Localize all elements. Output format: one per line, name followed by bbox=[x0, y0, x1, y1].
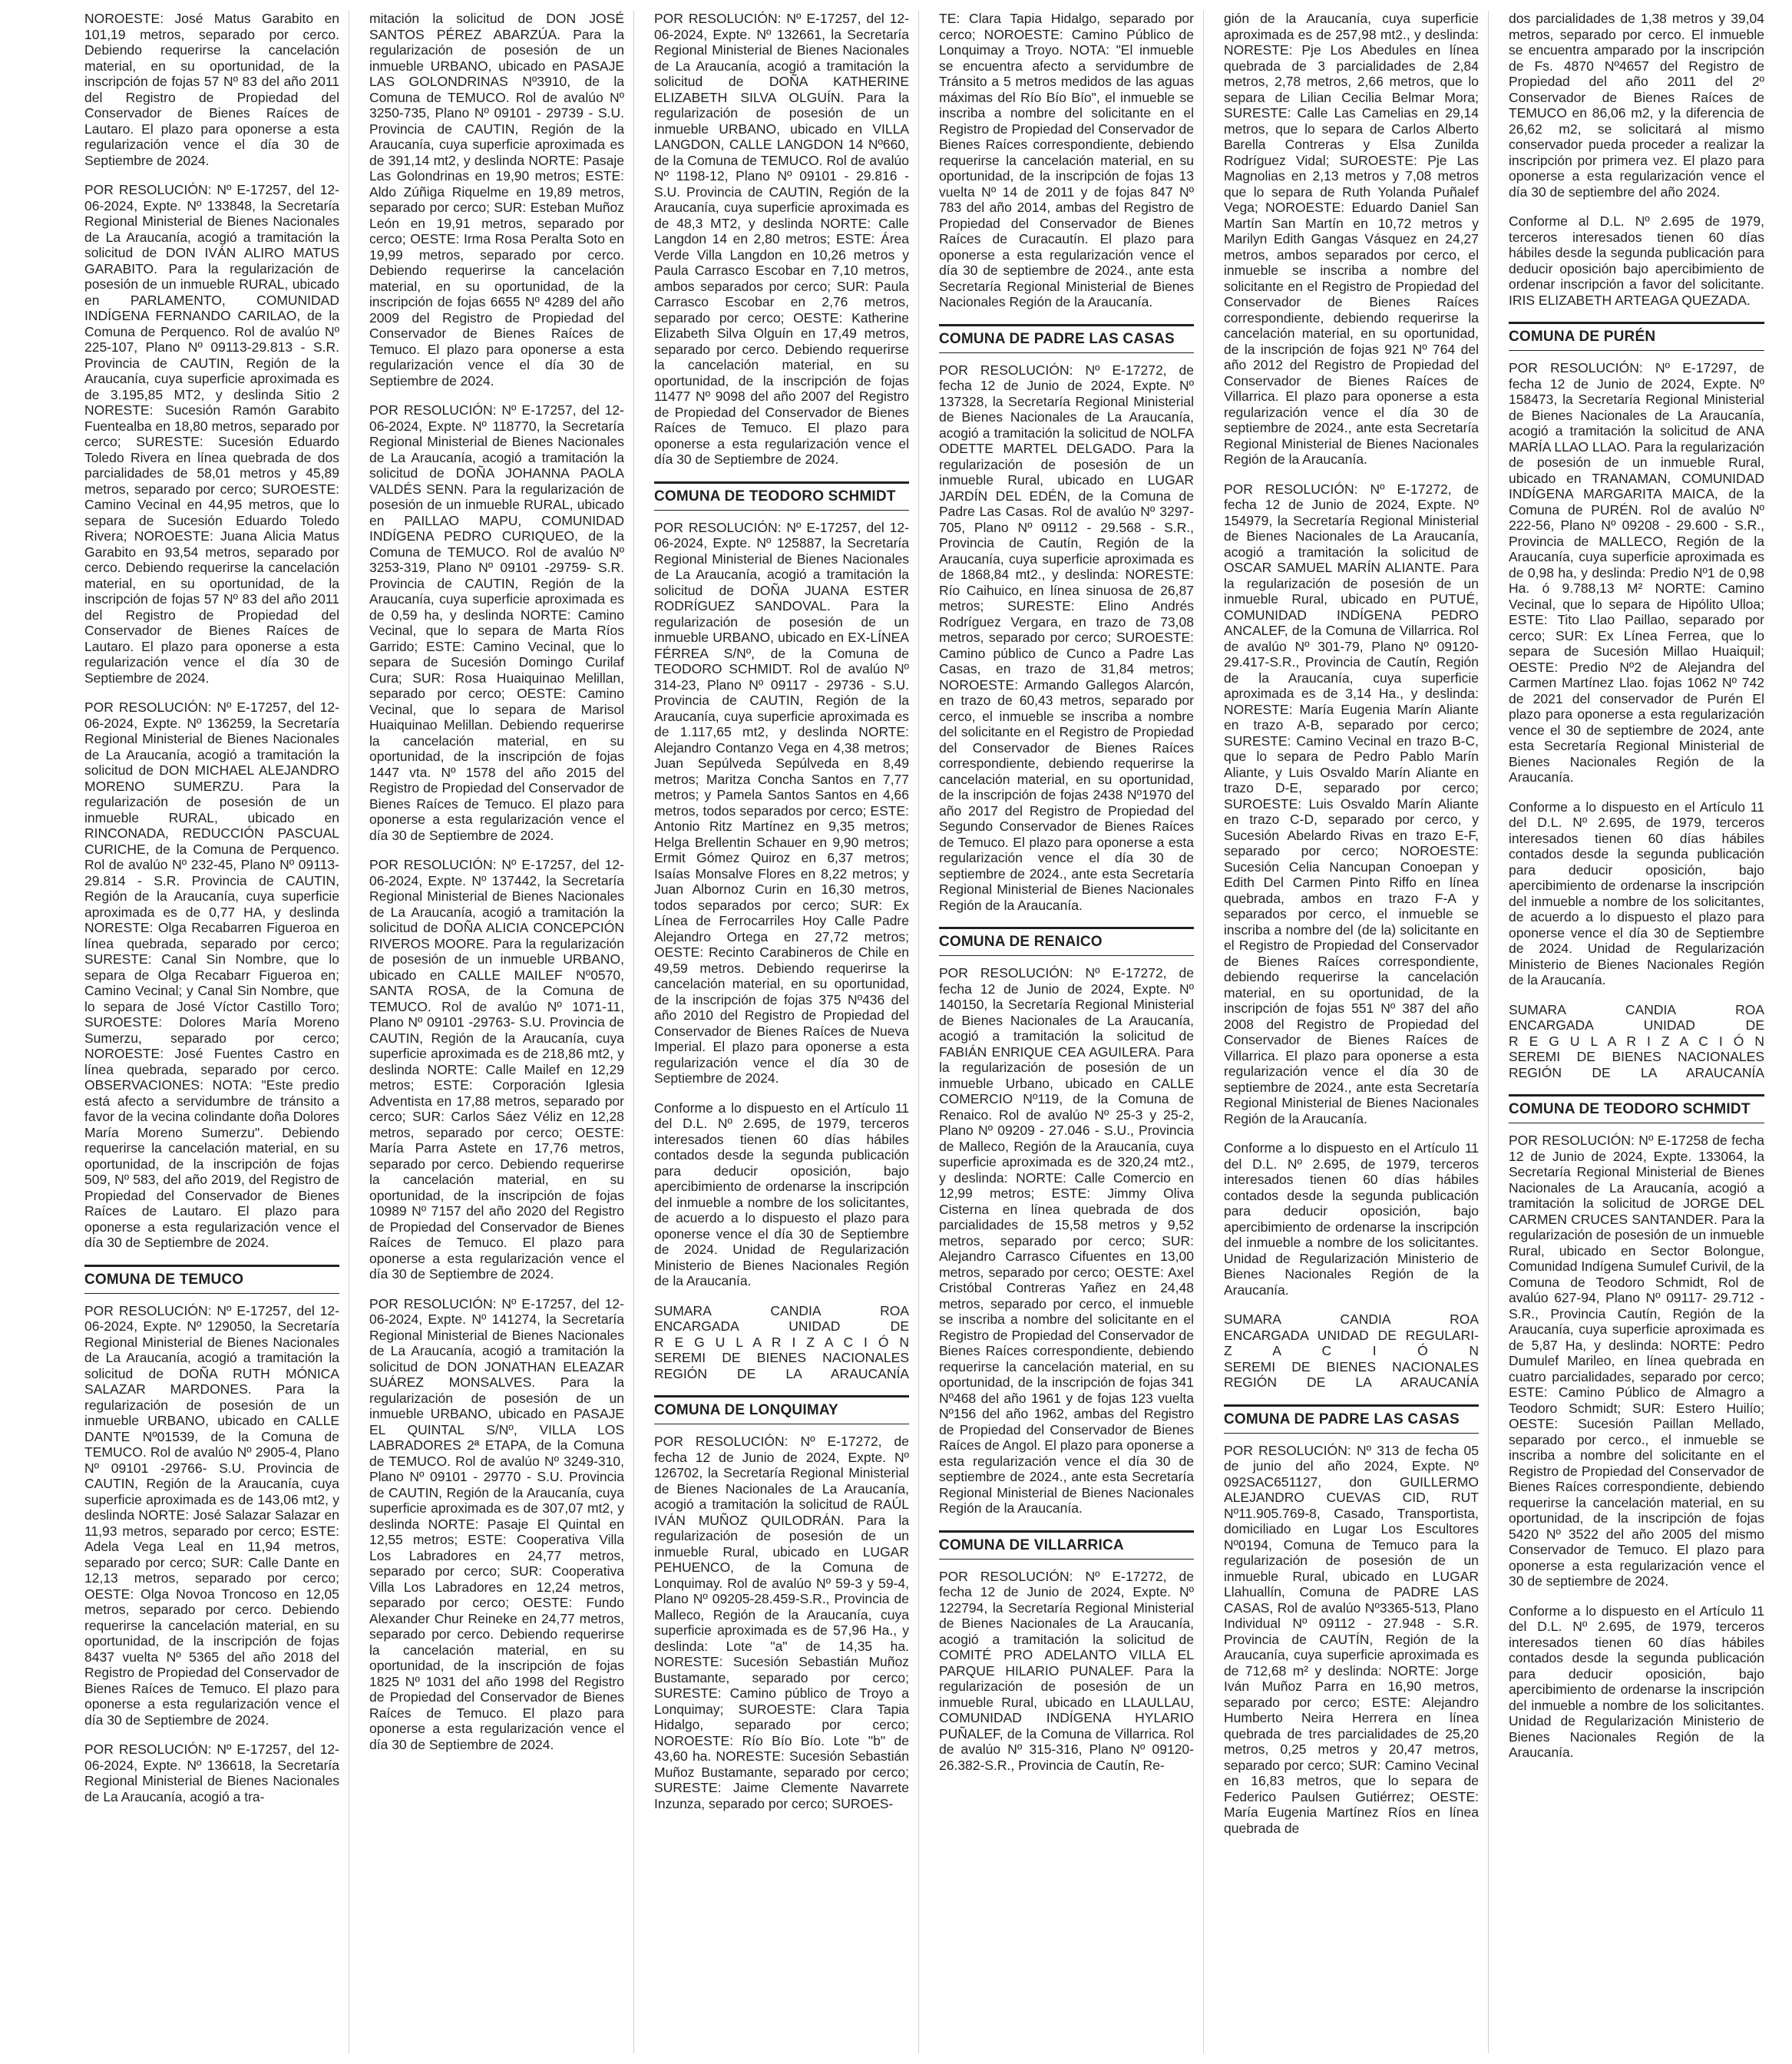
text-column-3 bbox=[654, 11, 919, 2053]
text-column-6 bbox=[1509, 11, 1774, 2053]
signature-line: REGIÓN DE LA ARAUCANÍA bbox=[1224, 1374, 1479, 1390]
legal-notice: gión de la Araucanía, cuya superficie aproximada es de 257,98 mt2., y deslinda: NORESTE: Pje Los Abedules en línea quebrada de 3 parcialidades de 2,84 metros, 2,78 metros, 2,66 metros, que lo separa de Lilian Cecilia Belmar Mora; SURESTE: Calle Las Camelias en 29,14 metros, que lo separa de Carlos Alberto Barella Contreras y Elsa Zunilda Rodríguez Vidal; SUROESTE: Pje Las Magnolias en 2,13 metros y 7,08 metros que lo separa de Ruth Yolanda Puñalef Vega; NOROESTE: Eduardo Daniel San Martín San Martín en 10,72 metros y Marilyn Edith Gangas Vásquez en 24,27 metros, ambos separados por cerco, el inmueble se inscriba a nombre del solicitante en el Registro de Propiedad del Conservador de Bienes Raíces correspondiente, debiendo requerirse la cancelación material, en su oportunidad, de la inscripción de fojas 921 Nº 764 del año 2012 del Registro de Propiedad del Conservador de Bienes Raíces de Villarrica. El plazo para oponerse a esta regularización vence el día 30 de septiembre de 2024., ante esta Secretaría Regional Ministerial de Bienes Nacionales Región de la Araucanía. bbox=[1224, 11, 1479, 467]
signature-line: ENCARGADA UNIDAD DE bbox=[654, 1318, 909, 1334]
column-grid bbox=[84, 11, 1774, 2053]
legal-notice: POR RESOLUCIÓN: Nº E-17272, de fecha 12 de Junio de 2024, Expte. Nº 122794, la Secretaría Regional Ministerial de Bienes Nacionales de La Araucanía, acogió a tramitación la solicitud de COMITÉ PRO ADELANTO VILLA EL PARQUE HILARIO PUNALEF. Para la regularización de posesión de un inmueble Rural, ubicado en LLAULLAU, COMUNIDAD INDÍGENA HYLARIO PUÑALEF, de la Comuna de Villarrica. Rol de avalúo Nº 315-316, Plano Nº 09120-26.382-S.R., Provincia de Cautín, Re- bbox=[939, 1568, 1194, 1773]
legal-notice: POR RESOLUCIÓN: Nº E-17272, de fecha 12 de Junio de 2024, Expte. Nº 126702, la Secretaría Regional Ministerial de Bienes Nacionales de La Araucanía, acogió a tramitación la solicitud de RAÚL IVÁN MUÑOZ QUILODRÁN. Para la regularización de posesión de un inmueble Rural, ubicado en LUGAR PEHUENCO, de la Comuna de Lonquimay. Rol de avalúo Nº 59-3 y 59-4, Plano Nº 09205-28.459-S.R., Provincia de Malleco, Región de la Araucanía, cuya superficie aproximada es de 57,96 Ha., y deslinda: Lote "a" de 14,35 ha. NORESTE: Sucesión Sebastián Muñoz Bustamante, separado por cerco; SURESTE: Camino público de Troyo a Lonquimay; SUROESTE: Clara Tapia Hidalgo, separado por cerco; NOROESTE: Río Bío Bío. Lote "b" de 43,60 ha. NORESTE: Sucesión Sebastián Muñoz Bustamante, separado por cerco; SURESTE: Jaime Clemente Navarrete Inzunza, separado por cerco; SUROES- bbox=[654, 1434, 909, 1811]
signature-line: REGIÓN DE LA ARAUCANÍA bbox=[654, 1365, 909, 1381]
signature-line: SEREMI DE BIENES NACIONALES bbox=[654, 1350, 909, 1365]
legal-notice: POR RESOLUCIÓN: Nº E-17257, del 12-06-2024, Expte. Nº 141274, la Secretaría Regional Ministerial de Bienes Nacionales de La Araucanía, acogió a tramitación la solicitud de DON JONATHAN ELEAZAR SUÁREZ MONSALVES. Para la regularización de posesión de un inmueble URBANO, ubicado en PASAJE EL QUINTAL S/Nº, VILLA LOS LABRADORES 2ª ETAPA, de la Comuna de TEMUCO. Rol de avalúo Nº 3249-310, Plano Nº 09101 - 29770 - S.U. Provincia de CAUTIN, Región de la Araucanía, cuya superficie aproximada es de 307,07 mt2, y deslinda NORTE: Pasaje El Quintal en 12,55 metros; ESTE: Cooperativa Villa Los Labradores en 24,77 metros, separado por cerco; SUR: Cooperativa Villa Los Labradores en 12,24 metros, separado por cerco; OESTE: Fundo Alexander Chur Reineke en 24,77 metros, separado por cerco. Debiendo requerirse la cancelación material, en su oportunidad, de la inscripción de fojas 1825 Nº 1031 del año 1998 del Registro de Propiedad del Conservador de Bienes Raíces de Temuco. El plazo para oponerse a esta regularización vence el día 30 de Septiembre de 2024. bbox=[369, 1295, 624, 1752]
legal-notice: POR RESOLUCIÓN: Nº E-17257, del 12-06-2024, Expte. Nº 129050, la Secretaría Regional Ministerial de Bienes Nacionales de La Araucanía, acogió a tramitación la solicitud de DOÑA RUTH MÓNICA SALAZAR MARDONES. Para la regularización de posesión de un inmueble URBANO, ubicado en CALLE DANTE Nº01539, de la Comuna de TEMUCO. Rol de avalúo Nº 2905-4, Plano Nº 09101 -29766- S.U. Provincia de CAUTIN, Región de la Araucanía, cuya superficie aproximada es de 143,06 mt2, y deslinda NORTE: José Salazar Salazar en 11,93 metros, separado por cerco; ESTE: Adela Vega Leal en 11,94 metros, separado por cerco; SUR: Calle Dante en 12,13 metros, separado por cerco; OESTE: Olga Novoa Troncoso en 12,05 metros, separado por cerco. Debiendo requerirse la cancelación material, en su oportunidad, de la inscripción de fojas 8437 vuelta Nº 5365 del año 2018 del Registro de Propiedad del Conservador de Bienes Raíces de Temuco. El plazo para oponerse a esta regularización vence el día 30 de Septiembre de 2024. bbox=[84, 1302, 339, 1728]
legal-notice: TE: Clara Tapia Hidalgo, separado por cerco; NOROESTE: Camino Público de Lonquimay a Troyo. NOTA: "El inmueble se encuentra afecto a servidumbre de Tránsito a 5 metros medidos de las aguas máximas del Río Bío Bío", el inmueble se inscriba a nombre del solicitante en el Registro de Propiedad del Conservador de Bienes Raíces correspondiente, debiendo requerirse la cancelación material, en su oportunidad, de la inscripción de fojas 13 vuelta Nº 14 de 2011 y de fojas 847 Nº 783 del año 2014, ambas del Registro de Propiedad del Conservador de Bienes Raíces de Curacautín. El plazo para oponerse a esta regularización vence el día 30 de septiembre de 2024., ante esta Secretaría Regional Ministerial de Bienes Nacionales Región de la Araucanía. bbox=[939, 11, 1194, 309]
legal-notice: POR RESOLUCIÓN: Nº E-17258 de fecha 12 de Junio de 2024, Expte. 133064, la Secretaría Regional Ministerial de Bienes Nacionales de La Araucanía, acogió a tramitación la solicitud de JORGE DEL CARMEN CRUCES SANTANDER. Para la regularización de posesión de un inmueble Rural, ubicado en Sector Bolongue, Comunidad Indígena Sumulef Curivil, de la Comuna de Teodoro Schmidt, Rol de avalúo 627-94, Plano Nº 09117- 29.712 - S.R., Provincia Cautín, Región de la Araucanía, cuya superficie aproximada es de 5,87 Ha, y deslinda: NORTE: Pedro Dumulef Marileo, en línea quebrada en cuatro parcialidades, separado por cerco; ESTE: Camino Público de Almagro a Teodoro Schmidt; SUR: Estero Huilío; OESTE: Sucesión Paillan Mellado, separado por cerco., el inmueble se inscriba a nombre del solicitante en el Registro de Propiedad del Conservador de Bienes Raíces correspondiente, debiendo requerirse la cancelación material, en su oportunidad, de la inscripción de fojas 5420 Nº 3522 del año 2005 del mismo Conservador de Temuco. El plazo para oponerse a esta regularización vence el 30 de septiembre de 2024. bbox=[1509, 1133, 1764, 1589]
section-heading: COMUNA DE PURÉN bbox=[1509, 322, 1764, 351]
legal-notice: POR RESOLUCIÓN: Nº E-17257, del 12-06-2024, Expte. Nº 136618, la Secretaría Regional Ministerial de Bienes Nacionales de La Araucanía, acogió a tra- bbox=[84, 1742, 339, 1804]
legal-notice: Conforme a lo dispuesto en el Artículo 11 del D.L. Nº 2.695, de 1979, terceros interesados tienen 60 días hábiles contados desde la segunda publicación para deducir oposición, bajo apercibimiento de ordenarse la inscripción del inmueble a nombre de los solicitantes, de acuerdo a lo dispuesto el plazo para oponerse vence el día 30 de Septiembre de 2024. Unidad de Regularización Ministerio de Bienes Nacionales Región de la Araucanía. bbox=[1509, 799, 1764, 987]
section-heading: COMUNA DE TEODORO SCHMIDT bbox=[1509, 1094, 1764, 1123]
text-column-1 bbox=[84, 11, 349, 2053]
text-column-4 bbox=[939, 11, 1204, 2053]
text-column-2 bbox=[369, 11, 634, 2053]
legal-notice: POR RESOLUCIÓN: Nº E-17257, del 12-06-2024, Expte. Nº 118770, la Secretaría Regional Ministerial de Bienes Nacionales de La Araucanía, acogió a tramitación la solicitud de DOÑA JOHANNA PAOLA VALDÉS SENN. Para la regularización de posesión de un inmueble RURAL, ubicado en PAILLAO MAPU, COMUNIDAD INDÍGENA PEDRO CURIQUEO, de la Comuna de TEMUCO. Rol de avalúo Nº 3253-319, Plano Nº 09101 -29759- S.R. Provincia de CAUTIN, Región de la Araucanía, cuya superficie aproximada es de 0,59 ha, y deslinda NORTE: Camino Vecinal, que lo separa de Marta Ríos Garrido; ESTE: Camino Vecinal, que lo separa de Sucesión Domingo Curilaf Cura; SUR: Rosa Huaiquinao Melillan, separado por cerco; OESTE: Camino Vecinal, que lo separa de Marisol Huaiquinao Melillan. Debiendo requerirse la cancelación material, en su oportunidad, de la inscripción de fojas 1447 vta. Nº 1578 del año 2015 del Registro de Propiedad del Conservador de Bienes Raíces de Temuco. El plazo para oponerse a esta regularización vence el día 30 de Septiembre de 2024. bbox=[369, 402, 624, 843]
legal-notice: Conforme al D.L. Nº 2.695 de 1979, terceros interesados tienen 60 días hábiles desde la segunda publicación para deducir oposición bajo apercibimiento de ordenar inscripción a favor del solicitante. IRIS ELIZABETH ARTEAGA QUEZADA. bbox=[1509, 213, 1764, 308]
legal-notice: POR RESOLUCIÓN: Nº E-17257, del 12-06-2024, Expte. Nº 136259, la Secretaría Regional Ministerial de Bienes Nacionales de La Araucanía, acogió a tramitación la solicitud de DON MICHAEL ALEJANDRO MORENO SUMERZU. Para la regularización de posesión de un inmueble RURAL, ubicado en RINCONADA, REDUCCIÓN PASCUAL CURICHE, de la Comuna de Perquenco. Rol de avalúo Nº 232-45, Plano Nº 09113-29.814 - S.R. Provincia de CAUTIN, Región de la Araucanía, cuya superficie aproximada es de 0,77 HA, y deslinda NORESTE: Olga Recabarren Figueroa en línea quebrada, separado por cerco; SURESTE: Canal Sin Nombre, que lo separa de Olga Recabarr Figueroa en; Camino Vecinal; y Canal Sin Nombre, que lo separa de José Víctor Castillo Toro; SUROESTE: Dolores María Moreno Sumerzu, separado por cerco; NOROESTE: José Fuentes Castro en línea quebrada, separado por cerco. OBSERVACIONES: NOTA: "Este predio está afecto a servidumbre de tránsito a favor de la vecina colindante doña Dolores María Moreno Sumerzu". Debiendo requerirse la cancelación material, en su oportunidad, de la inscripción de fojas 509, Nº 583, del año 2019, del Registro de Propiedad del Conservador de Bienes Raíces de Lautaro. El plazo para oponerse a esta regularización vence el día 30 de Septiembre de 2024. bbox=[84, 700, 339, 1250]
legal-notice: Conforme a lo dispuesto en el Artículo 11 del D.L. Nº 2.695, de 1979, terceros interesados tienen 60 días hábiles contados desde la segunda publicación para deducir oposición, bajo apercibimiento de ordenarse la inscripción del inmueble a nombre de los solicitantes. Unidad de Regularización Ministerio de Bienes Nacionales Región de la Araucanía. bbox=[1224, 1140, 1479, 1298]
text-column-5 bbox=[1224, 11, 1489, 2053]
legal-notice: mitación la solicitud de DON JOSÉ SANTOS PÉREZ ABARZÚA. Para la regularización de posesión de un inmueble URBANO, ubicado en PASAJE LAS GOLONDRINAS Nº3910, de la Comuna de TEMUCO. Rol de avalúo Nº 3250-735, Plano Nº 09101 - 29739 - S.U. Provincia de CAUTIN, Región de la Araucanía, cuya superficie aproximada es de 391,14 mt2, y deslinda NORTE: Pasaje Las Golondrinas en 19,90 metros; ESTE: Aldo Zúñiga Riquelme en 19,89 metros, separado por cerco; SUR: Esteban Muñoz León en 19,91 metros, separado por cerco; OESTE: Irma Rosa Peralta Soto en 19,99 metros, separado por cerco. Debiendo requerirse la cancelación material, en su oportunidad, de la inscripción de fojas 6655 Nº 4289 del año 2009 del Registro de Propiedad del Conservador de Bienes Raíces de Temuco. El plazo para oponerse a esta regularización vence el día 30 de Septiembre de 2024. bbox=[369, 11, 624, 389]
legal-notice: POR RESOLUCIÓN: Nº E-17272, de fecha 12 de Junio de 2024, Expte. Nº 137328, la Secretaría Regional Ministerial de Bienes Nacionales de La Araucanía, acogió a tramitación la solicitud de NOLFA ODETTE MARTEL DELGADO. Para la regularización de posesión de un inmueble Rural, ubicado en LUGAR JARDÍN DEL EDÉN, de la Comuna de Padre Las Casas. Rol de avalúo Nº 3297-705, Plano Nº 09112 - 29.568 - S.R., Provincia de Cautín, Región de la Araucanía, cuya superficie aproximada es de 1868,84 mt2., y deslinda: NORESTE: Río Caihuico, en línea sinuosa de 26,87 metros; SURESTE: Elino Andrés Rodríguez Vergara, en trazo de 73,08 metros, separado por cerco; SUROESTE: Camino público de Cunco a Padre Las Casas, en trazo de 31,84 metros; NOROESTE: Armando Gallegos Alarcón, en trazo de 60,43 metros, separado por cerco, el inmueble se inscriba a nombre del solicitante en el Registro de Propiedad del Conservador de Bienes Raíces correspondiente, debiendo requerirse la cancelación material, en su oportunidad, de la inscripción de fojas 2438 Nº1970 del año 2017 del Registro de Propiedad del Segundo Conservador de Bienes Raíces de Temuco. El plazo para oponerse a esta regularización vence el día 30 de septiembre de 2024., ante esta Secretaría Regional Ministerial de Bienes Nacionales Región de la Araucanía. bbox=[939, 362, 1194, 913]
section-heading: COMUNA DE TEODORO SCHMIDT bbox=[654, 481, 909, 511]
signature-line: ENCARGADA UNIDAD DE bbox=[1509, 1017, 1764, 1033]
legal-notice: NOROESTE: José Matus Garabito en 101,19 metros, separado por cerco. Debiendo requerirse la cancelación material, en su oportunidad, de la inscripción de fojas 57 Nº 83 del año 2011 del Registro de Propiedad del Conservador de Bienes Raíces de Lautaro. El plazo para oponerse a esta regularización vence el día 30 de Septiembre de 2024. bbox=[84, 11, 339, 168]
legal-notice: POR RESOLUCIÓN: Nº E-17257, del 12-06-2024, Expte. Nº 133848, la Secretaría Regional Ministerial de Bienes Nacionales de La Araucanía, acogió a tramitación la solicitud de DON IVÁN ALIRO MATUS GARABITO. Para la regularización de posesión de un inmueble RURAL, ubicado en PARLAMENTO, COMUNIDAD INDÍGENA FERNANDO CARILAO, de la Comuna de Perquenco. Rol de avalúo Nº 225-107, Plano Nº 09113-29.813 - S.R. Provincia de CAUTIN, Región de la Araucanía, cuya superficie aproximada es de 3.195,85 MT2, y deslinda Sitio 2 NORESTE: Sucesión Ramón Garabito Fuentealba en 18,80 metros, separado por cerco; SURESTE: Sucesión Eduardo Toledo Rivera en línea quebrada de dos parcialidades de 58,01 metros y 45,89 metros, separado por cerco; SUROESTE: Camino Vecinal en 44,95 metros, que lo separa de Sucesión Eduardo Toledo Rivera; NOROESTE: Juana Alicia Matus Garabito en 93,54 metros, separado por cerco. Debiendo requerirse la cancelación material, en su oportunidad, de la inscripción de fojas 57 Nº 83 del año 2011 del Registro de Propiedad del Conservador de Bienes Raíces de Lautaro. El plazo para oponerse a esta regularización vence el día 30 de Septiembre de 2024. bbox=[84, 182, 339, 686]
signature-line: SUMARA CANDIA ROA bbox=[654, 1302, 909, 1318]
section-heading: COMUNA DE RENAICO bbox=[939, 927, 1194, 956]
legal-notice: POR RESOLUCIÓN: Nº 313 de fecha 05 de junio del año 2024, Expte. Nº 092SAC651127, don GUILLERMO ALEJANDRO CUEVAS CID, RUT Nº11.905.769-8, Casado, Transportista, domiciliado en Lugar Los Escultores Nº0194, Comuna de Temuco para la regularización de posesión de un inmueble Rural, ubicado en LUGAR Llahuallín, Comuna de PADRE LAS CASAS, Rol de avalúo Nº3365-513, Plano Individual Nº 09112 - 27.948 - S.R. Provincia de CAUTÍN, Región de la Araucanía, cuya superficie aproximada es de 712,68 m² y deslinda: NORTE: Jorge Iván Muñoz Parra en 16,90 metros, separado por cerco; ESTE: Alejandro Humberto Neira Herrera en línea quebrada de tres parcialidades de 25,20 metros, 0,25 metros y 20,47 metros, separado por cerco; SUR: Camino Vecinal en 16,83 metros, que lo separa de Federico Paulsen Gutiérrez; OESTE: María Eugenia Martínez Ríos en línea quebrada de bbox=[1224, 1442, 1479, 1836]
legal-notice: Conforme a lo dispuesto en el Artículo 11 del D.L. Nº 2.695, de 1979, terceros interesados tienen 60 días hábiles contados desde la segunda publicación para deducir oposición, bajo apercibimiento de ordenarse la inscripción del inmueble a nombre de los solicitantes. Unidad de Regularización Ministerio de Bienes Nacionales Región de la Araucanía. bbox=[1509, 1603, 1764, 1760]
legal-notice: POR RESOLUCIÓN: Nº E-17272, de fecha 12 de Junio de 2024, Expte. Nº 154979, la Secretaría Regional Ministerial de Bienes Nacionales de La Araucanía, acogió a tramitación la solicitud de OSCAR SAMUEL MARÍN ALIANTE. Para la regularización de posesión de un inmueble Rural, ubicado en PUTUÉ, COMUNIDAD INDÍGENA PEDRO ANCALEF, de la Comuna de Villarrica. Rol de avalúo Nº 301-79, Plano Nº 09120-29.417-S.R., Provincia de Cautín, Región de la Araucanía, cuya superficie aproximada es de 3,14 Ha., y deslinda: NORESTE: María Eugenia Marín Aliante en trazo A-B, separado por cerco; SURESTE: Camino Vecinal en trazo B-C, que lo separa de Pedro Pablo Marín Aliante, y Luis Osvaldo Marín Aliante en trazo D-E, separado por cerco; SUROESTE: Luis Osvaldo Marín Aliante en trazo C-D, separado por cerco, y Sucesión Abelardo Rivas en trazo E-F, separado por cerco; NOROESTE: Sucesión Celia Nancupan Conoepan y Edith Del Carmen Pinto Riffo en línea quebrada, ambos en trazo F-A y separados por cerco, el inmueble se inscriba a nombre del (de la) solicitante en el Registro de Propiedad del Conservador de Bienes Raíces correspondiente, debiendo requerirse la cancelación material, en su oportunidad, de la inscripción de fojas 551 Nº 387 del año 2008 del Registro de Propiedad del Conservador de Bienes Raíces de Villarrica. El plazo para oponerse a esta regularización vence el día 30 de septiembre de 2024., ante esta Secretaría Regional Ministerial de Bienes Nacionales Región de la Araucanía. bbox=[1224, 481, 1479, 1126]
signature-line: R E G U L A R I Z A C I Ó N bbox=[1509, 1033, 1764, 1049]
section-heading: COMUNA DE PADRE LAS CASAS bbox=[939, 324, 1194, 353]
legal-notice: POR RESOLUCIÓN: Nº E-17297, de fecha 12 de Junio de 2024, Expte. Nº 158473, la Secretaría Regional Ministerial de Bienes Nacionales de La Araucanía, acogió a tramitación la solicitud de ANA MARÍA LLAO LLAO. Para la regularización de posesión de un inmueble Rural, ubicado en TRANAMAN, COMUNIDAD INDÍGENA MARGARITA MAICA, de la Comuna de PURÉN. Rol de avalúo Nº 222-56, Plano Nº 09208 - 29.600 - S.R., Provincia de MALLECO, Región de la Araucanía, cuya superficie aproximada es de 0,98 ha, y deslinda: Predio Nº1 de 0,98 Ha. ó 9.788,13 M² NORTE: Camino Vecinal, que lo separa de Hipólito Ulloa; ESTE: Tito Llao Paillao, separado por cerco; SUR: Ex Línea Ferrea, que lo separa de Sucesión Millao Huaiquil; OESTE: Predio Nº2 de Alejandra del Carmen Martínez Llao. fojas 1062 Nº 742 de 2021 del conservador de Purén El plazo para oponerse a esta regularización vence el 30 de septiembre de 2024, ante esta Secretaría Regional Ministerial de Bienes Nacionales Región de la Araucanía. bbox=[1509, 360, 1764, 785]
signature-block bbox=[654, 1303, 909, 1382]
section-heading: COMUNA DE PADRE LAS CASAS bbox=[1224, 1404, 1479, 1434]
legal-notice: POR RESOLUCIÓN: Nº E-17272, de fecha 12 de Junio de 2024, Expte. Nº 140150, la Secretaría Regional Ministerial de Bienes Nacionales de La Araucanía, acogió a tramitación la solicitud de FABIÁN ENRIQUE CEA AGUILERA. Para la regularización de posesión de un inmueble Urbano, ubicado en CALLE COMERCIO Nº119, de la Comuna de Renaico. Rol de avalúo Nº 25-3 y 25-2, Plano Nº 09209 - 27.046 - S.U., Provincia de Malleco, Región de la Araucanía, cuya superficie aproximada es de 320,24 mt2., y deslinda: NORTE: Calle Comercio en 12,99 metros; ESTE: Jimmy Oliva Cisterna en línea quebrada de dos parcialidades de 15,58 metros y 9,52 metros, separado por cerco; SUR: Alejandro Carrasco Cifuentes en 13,00 metros, separado por cerco; OESTE: Axel Cristóbal Contreras Yañez en 24,48 metros, separado por cerco, el inmueble se inscriba a nombre del solicitante en el Registro de Propiedad del Conservador de Bienes Raíces correspondiente, debiendo requerirse la cancelación material, en su oportunidad, de la inscripción de fojas 341 Nº468 del año 1961 y de fojas 123 vuelta Nº156 del año 1962, ambas del Registro de Propiedad del Conservador de Bienes Raíces de Angol. El plazo para oponerse a esta regularización vence el día 30 de septiembre de 2024., ante esta Secretaría Regional Ministerial de Bienes Nacionales Región de la Araucanía. bbox=[939, 965, 1194, 1516]
legal-notice: dos parcialidades de 1,38 metros y 39,04 metros, separado por cerco. El inmueble se encuentra amparado por la inscripción de Fs. 4870 Nº4657 del Registro de Propiedad del año 2011 del 2º Conservador de Bienes Raíces de TEMUCO en 86,06 m2, y la diferencia de 26,62 m2, se solicitará al mismo conservador pueda proceder a realizar la inscripción por primera vez. El plazo para oponerse a esta regularización vence el día 30 de septiembre del año 2024. bbox=[1509, 11, 1764, 200]
legal-notice: POR RESOLUCIÓN: Nº E-17257, del 12-06-2024, Expte. Nº 137442, la Secretaría Regional Ministerial de Bienes Nacionales de La Araucanía, acogió a tramitación la solicitud de DOÑA ALICIA CONCEPCIÓN RIVEROS MOORE. Para la regularización de posesión de un inmueble URBANO, ubicado en CALLE MAILEF Nº0570, SANTA ROSA, de la Comuna de TEMUCO. Rol de avalúo Nº 1071-11, Plano Nº 09101 -29763- S.U. Provincia de CAUTIN, Región de la Araucanía, cuya superficie aproximada es de 218,86 mt2, y deslinda NORTE: Calle Mailef en 12,29 metros; ESTE: Corporación Iglesia Adventista en 17,88 metros, separado por cerco; SUR: Carlos Sáez Véliz en 12,28 metros, separado por cerco; OESTE: María Parra Astete en 17,76 metros, separado por cerco. Debiendo requerirse la cancelación material, en su oportunidad, de la inscripción de fojas 10989 Nº 7157 del año 2020 del Registro de Propiedad del Conservador de Bienes Raíces de Temuco. El plazo para oponerse a esta regularización vence el día 30 de Septiembre de 2024. bbox=[369, 857, 624, 1282]
signature-line: R E G U L A R I Z A C I Ó N bbox=[654, 1334, 909, 1350]
legal-notice: POR RESOLUCIÓN: Nº E-17257, del 12-06-2024, Expte. Nº 125887, la Secretaría Regional Ministerial de Bienes Nacionales de La Araucanía, acogió a tramitación la solicitud de DOÑA JUANA ESTER RODRÍGUEZ SANDOVAL. Para la regularización de posesión de un inmueble URBANO, ubicado en EX-LÍNEA FÉRREA S/Nº, de la Comuna de TEODORO SCHMIDT. Rol de avalúo Nº 314-23, Plano Nº 09117 - 29736 - S.U. Provincia de CAUTIN, Región de la Araucanía, cuya superficie aproximada es de 1.117,65 mt2, y deslinda NORTE: Alejandro Contanzo Vega en 4,38 metros; Juan Sepúlveda Sepúlveda en 8,49 metros; Maritza Concha Santos en 7,77 metros; y Pamela Santos Santos en 4,66 metros, todos separados por cerco; ESTE: Antonio Ritz Martínez en 9,35 metros; Helga Brellentin Schauer en 9,90 metros; Ermit Gómez Quiroz en 6,37 metros; Isaías Monsalve Flores en 8,22 metros; y Juan Albornoz Curin en 16,30 metros, todos separados por cerco; SUR: Ex Línea de Ferrocarriles Hoy Calle Padre Alejandro Ortega en 27,72 metros; OESTE: Recinto Carabineros de Chile en 49,59 metros. Debiendo requerirse la cancelación material, en su oportunidad, de la inscripción de fojas 375 Nº436 del año 2010 del Registro de Propiedad del Conservador de Bienes Raíces de Nueva Imperial. El plazo para oponerse a esta regularización vence el día 30 de Septiembre de 2024. bbox=[654, 519, 909, 1086]
signature-line: ENCARGADA UNIDAD DE REGULARI- bbox=[1224, 1327, 1479, 1343]
section-heading: COMUNA DE VILLARRICA bbox=[939, 1530, 1194, 1560]
signature-line: SUMARA CANDIA ROA bbox=[1224, 1312, 1479, 1327]
legal-notice: Conforme a lo dispuesto en el Artículo 11 del D.L. Nº 2.695, de 1979, terceros interesados tienen 60 días hábiles contados desde la segunda publicación para deducir oposición, bajo apercibimiento de ordenarse la inscripción del inmueble a nombre de los solicitantes, de acuerdo a lo dispuesto el plazo para oponerse vence el día 30 de Septiembre de 2024. Unidad de Regularización Ministerio de Bienes Nacionales Región de la Araucanía. bbox=[654, 1100, 909, 1288]
section-heading: COMUNA DE LONQUIMAY bbox=[654, 1395, 909, 1424]
signature-line: SEREMI DE BIENES NACIONALES bbox=[1509, 1049, 1764, 1064]
signature-block bbox=[1224, 1312, 1479, 1391]
signature-line: SUMARA CANDIA ROA bbox=[1509, 1001, 1764, 1017]
signature-line: SEREMI DE BIENES NACIONALES bbox=[1224, 1358, 1479, 1374]
signature-block bbox=[1509, 1002, 1764, 1081]
section-heading: COMUNA DE TEMUCO bbox=[84, 1265, 339, 1294]
legal-notice: POR RESOLUCIÓN: Nº E-17257, del 12-06-2024, Expte. Nº 132661, la Secretaría Regional Ministerial de Bienes Nacionales de La Araucanía, acogió a tramitación la solicitud de DOÑA KATHERINE ELIZABETH SILVA OLGUÍN. Para la regularización de posesión de un inmueble URBANO, ubicado en VILLA LANGDON, CALLE LANGDON 14 Nº660, de la Comuna de TEMUCO. Rol de avalúo Nº 1198-12, Plano Nº 09101 - 29.816 - S.U. Provincia de CAUTIN, Región de la Araucanía, cuya superficie aproximada es de 48,3 MT2, y deslinda NORTE: Calle Langdon 14 en 2,80 metros; ESTE: Área Verde Villa Langdon en 10,26 metros y Paula Carrasco Escobar en 7,10 metros, ambos separados por cerco; SUR: Paula Carrasco Escobar en 2,76 metros, separado por cerco; OESTE: Katherine Elizabeth Silva Olguín en 17,49 metros, separado por cerco. Debiendo requerirse la cancelación material, en su oportunidad, de la inscripción de fojas 11477 Nº 9098 del año 2007 del Registro de Propiedad del Conservador de Bienes Raíces de Temuco. El plazo para oponerse a esta regularización vence el día 30 de Septiembre de 2024. bbox=[654, 11, 909, 467]
signature-line: REGIÓN DE LA ARAUCANÍA bbox=[1509, 1064, 1764, 1080]
signature-line: Z A C I Ó N bbox=[1224, 1343, 1479, 1358]
